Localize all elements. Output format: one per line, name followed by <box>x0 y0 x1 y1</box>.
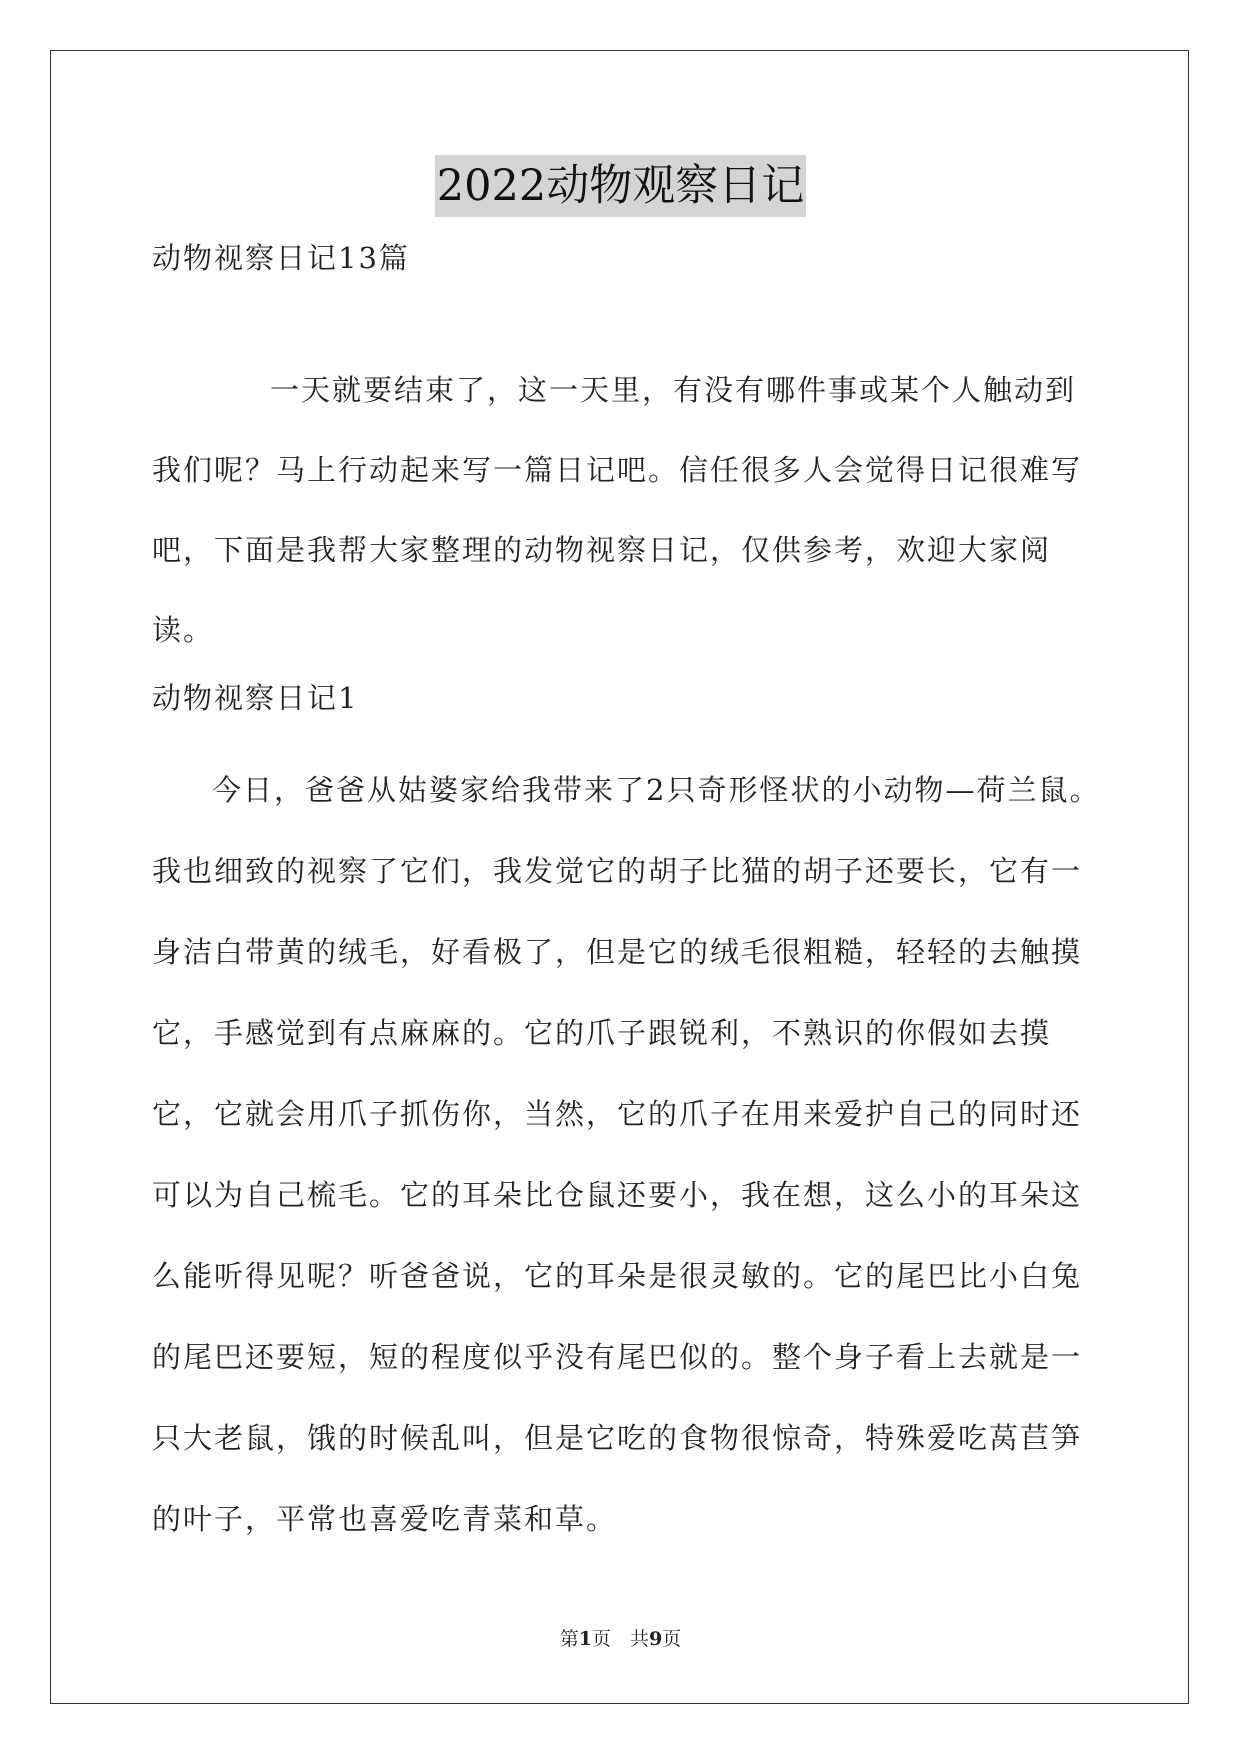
entry-paragraph: 今日，爸爸从姑婆家给我带来了2只奇形怪状的小动物—荷兰鼠。我也细致的视察了它们，我发觉它的胡子比猫的胡子还要长，它有一身洁白带黄的绒毛，好看极了，但是它的绒毛很粗糙，轻轻的去触摸它，手感觉到有点麻麻的。它的爪子跟锐利，不熟识的你假如去摸它，它就会用爪子抓伤你，当然，它的爪子在用来爱护自己的同时还可以为自己梳毛。它的耳朵比仓鼠还要小，我在想，这么小的耳朵这么能听得见呢？听爸爸说，它的耳朵是很灵敏的。它的尾巴比小白兔的尾巴还要短，短的程度似乎没有尾巴似的。整个身子看上去就是一只大老鼠，饿的时候乱叫，但是它吃的食物很惊奇，特殊爱吃莴苣笋的叶子，平常也喜爱吃青菜和草。 <box>152 773 1101 1536</box>
section-heading: 动物视察日记1 <box>152 681 359 715</box>
intro-paragraph: 一天就要结束了，这一天里，有没有哪件事或某个人触动到我们呢？马上行动起来写一篇日记吧。信任很多人会觉得日记很难写吧，下面是我帮大家整理的动物视察日记，仅供参考，欢迎大家阅读。 <box>152 373 1083 647</box>
current-page-number: 1 <box>578 1628 592 1650</box>
total-pages-number: 9 <box>649 1628 663 1650</box>
footer-prefix: 第 <box>559 1628 579 1650</box>
title-container <box>0 155 1241 217</box>
footer-suffix: 页 <box>662 1628 682 1650</box>
footer-middle: 页 共 <box>591 1628 649 1650</box>
document-subtitle: 动物视察日记13篇 <box>152 241 410 275</box>
document-title: 2022动物观察日记 <box>435 155 806 217</box>
page-footer <box>0 1626 1241 1652</box>
